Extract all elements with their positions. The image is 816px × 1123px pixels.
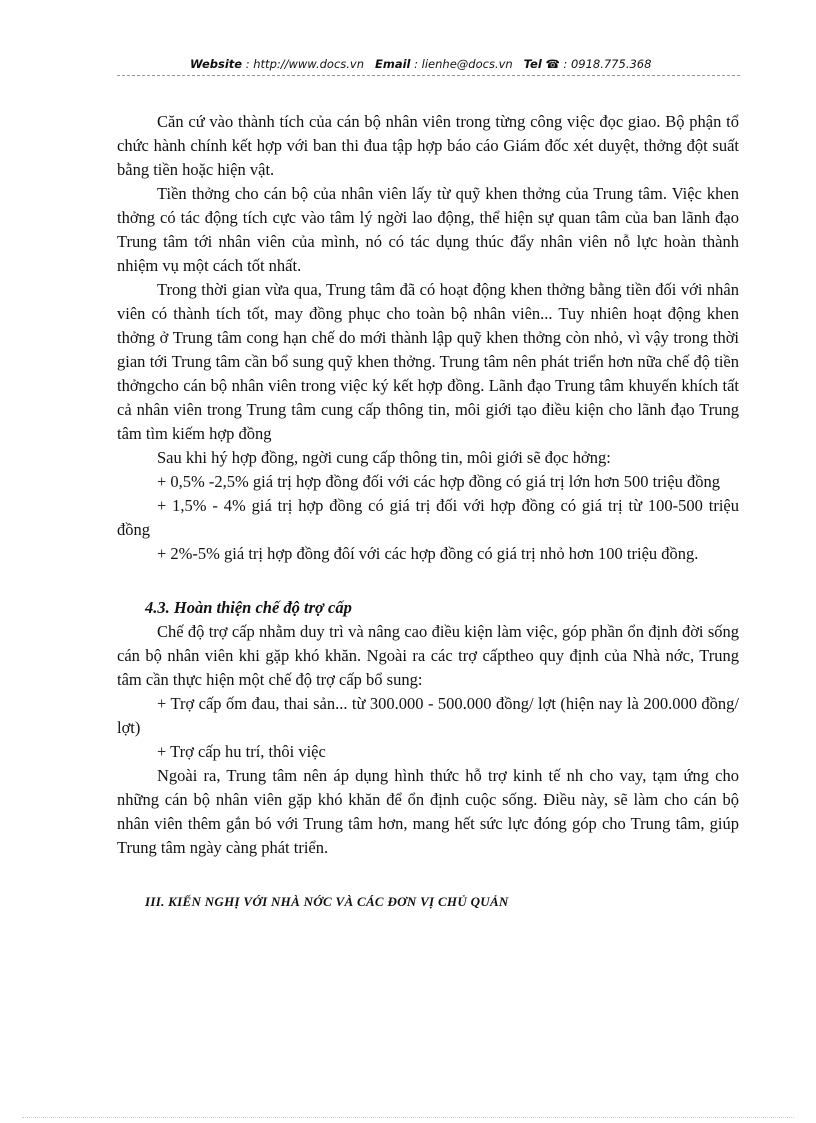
header-divider <box>117 75 740 76</box>
website-value[interactable]: : http://www.docs.vn <box>245 57 365 71</box>
footer-divider <box>22 1117 794 1118</box>
document-body <box>117 110 739 914</box>
list-item: + Trợ cấp ốm đau, thai sản... từ 300.000 - 500.000 đồng/ lợt (hiện nay là 200.000 đồng/ lợt) <box>117 694 739 737</box>
page-header <box>190 57 670 71</box>
section-heading-4-3: 4.3. Hoàn thiện chế độ trợ cấp <box>145 598 352 617</box>
paragraph: Chế độ trợ cấp nhằm duy trì và nâng cao điều kiện làm việc, góp phần ổn định đời sống cán bộ nhân viên khi gặp khó khăn. Ngoài ra các trợ cấptheo quy định của Nhà nớc, Trung tâm cần thực hiện một chế độ trợ cấp bổ sung: <box>117 622 739 689</box>
paragraph: Căn cứ vào thành tích của cán bộ nhân viên trong từng công việc đọc giao. Bộ phận tổ chức hành chính kết hợp với ban thi đua tập hợp báo cáo Giám đốc xét duyệt, thởng đột suất bằng tiền hoặc hiện vật. <box>117 112 739 179</box>
tel-label: Tel <box>523 57 542 71</box>
paragraph: Sau khi hý hợp đồng, ngời cung cấp thông tin, môi giới sẽ đọc hởng: <box>157 448 611 467</box>
list-item: + 1,5% - 4% giá trị hợp đồng có giá trị đối với hợp đồng có giá trị từ 100-500 triệu đồng <box>117 496 739 539</box>
section-heading-iii: III. KIẾN NGHỊ VỚI NHÀ NỚC VÀ CÁC ĐƠN VỊ CHỦ QUẢN <box>145 894 509 909</box>
list-item: + 2%-5% giá trị hợp đồng đôí với các hợp đồng có giá trị nhỏ hơn 100 triệu đồng. <box>157 544 699 563</box>
list-item: + 0,5% -2,5% giá trị hợp đồng đối với các hợp đồng có giá trị lớn hơn 500 triệu đồng <box>157 472 720 491</box>
paragraph: Ngoài ra, Trung tâm nên áp dụng hình thức hỗ trợ kinh tế nh cho vay, tạm ứng cho những cán bộ nhân viên gặp khó khăn để ổn định cuộc sống. Điều này, sẽ làm cho cán bộ nhân viên thêm gắn bó với Trung tâm hơn, mang hết sức lực đóng góp cho Trung tâm, giúp Trung tâm ngày càng phát triển. <box>117 766 739 857</box>
email-label: Email <box>375 57 411 71</box>
website-label: Website <box>190 57 243 71</box>
list-item: + Trợ cấp hu trí, thôi việc <box>157 742 326 761</box>
tel-value: ☎ : 0918.775.368 <box>545 57 652 71</box>
email-value[interactable]: : lienhe@docs.vn <box>414 57 513 71</box>
paragraph: Tiền thởng cho cán bộ của nhân viên lấy từ quỹ khen thởng của Trung tâm. Việc khen thởng có tác động tích cực vào tâm lý ngời lao động, thể hiện sự quan tâm của ban lãnh đạo Trung tâm tới nhân viên của mình, nó có tác dụng thúc đẩy nhân viên nỗ lực hoàn thành nhiệm vụ một cách tốt nhất. <box>117 184 739 275</box>
paragraph: Trong thời gian vừa qua, Trung tâm đã có hoạt động khen thởng bằng tiền đối với nhân viên có thành tích tốt, may đồng phục cho toàn bộ nhân viên... Tuy nhiên hoạt động khen thởng ở Trung tâm cong hạn chế do mới thành lập quỹ khen thởng còn nhỏ, vì vậy trong thời gian tới Trung tâm cần bổ sung quỹ khen thởng. Trung tâm nên phát triển hơn nữa chế độ tiền thởngcho cán bộ nhân viên trong việc ký kết hợp đồng. Lãnh đạo Trung tâm khuyến khích tất cả nhân viên trong Trung tâm cung cấp thông tin, môi giới tạo điều kiện cho lãnh đạo Trung tâm tìm kiếm hợp đồng <box>117 280 739 443</box>
